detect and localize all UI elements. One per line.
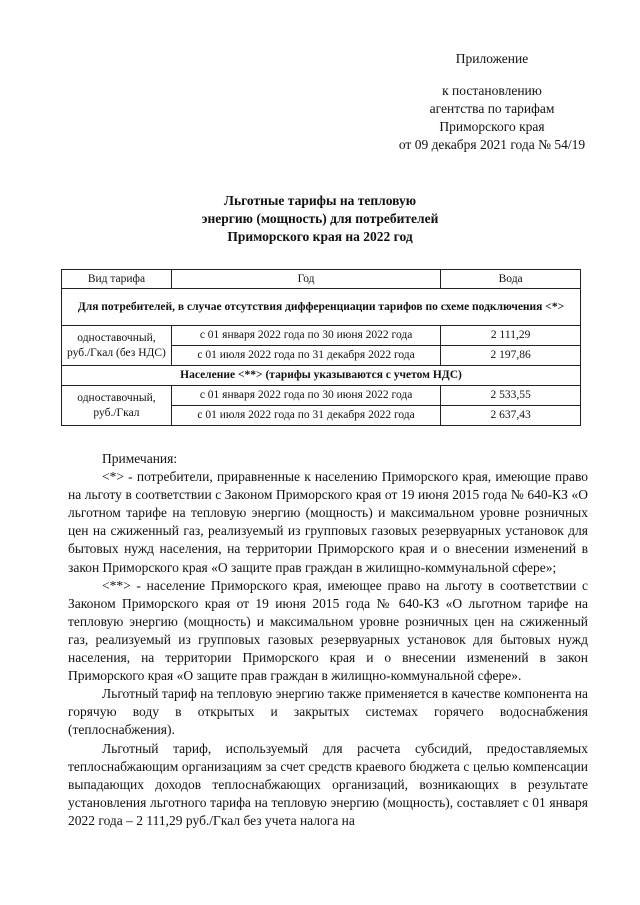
notes-heading: Примечания:: [102, 451, 178, 466]
note-single-asterisk: <*> - потребители, приравненные к населению Приморского края, имеющие право на льготу в соответствии с Законом Приморского края от 19 июня 2015 года № 640-КЗ «О льготном тарифе на тепловую энергию (мощность) и максимальном уровне розничных цен на сжиженный газ, реализуемый из групповых газовых резервуарных установок для бытовых нужд населения, на территории Приморского края и о внесении изменений в закон Приморского края «О защите прав граждан в жилищно-коммунальной сфере»;: [68, 469, 588, 575]
period-cell: с 01 июля 2022 года по 31 декабря 2022 года: [171, 346, 440, 366]
paragraph-subsidy: Льготный тариф, используемый для расчета субсидий, предоставляемых теплоснабжающим организациям за счет средств краевого бюджета с целью компенсации выпадающих доходов теплоснабжающих организаций, возникающих в результате установления льготного тарифа на тепловую энергию (мощность), составляет с 01 января 2022 года – 2 111,29 руб./Гкал без учета налога на: [68, 740, 588, 828]
header-cell-tariff-type: Вид тарифа: [62, 270, 172, 289]
note-double-asterisk: <**> - население Приморского края, имеющее право на льготу в соответствии с Законом Приморского края от 19 июня 2015 года № 640-КЗ «О льготном тарифе на тепловую энергию (мощность) и максимальном уровне розничных цен на сжиженный газ, реализуемый из групповых газовых резервуарных установок для бытовых нужд населения, на территории Приморского края и о внесении изменений в закон Приморского края «О защите прав граждан в жилищно-коммунальной сфере».: [68, 577, 588, 684]
group-header-consumers: Для потребителей, в случае отсутствия дифференциации тарифов по схеме подключения <*>: [62, 289, 581, 326]
title-line: Приморского края на 2022 год: [227, 229, 413, 244]
table-row: [62, 386, 581, 406]
appendix-title: Приложение: [455, 51, 529, 66]
paragraph-hot-water: Льготный тариф на тепловую энергию также применяется в качестве компонента на горячую воду в открытых и закрытых системах горячего водоснабжения (теплоснабжения).: [68, 686, 588, 738]
period-cell: с 01 января 2022 года по 30 июня 2022 года: [171, 326, 440, 346]
appendix-line: к постановлению: [442, 83, 542, 98]
group-header-population: Население <**> (тарифы указываются с учетом НДС): [62, 366, 581, 386]
tariff-kind-cell: одноставочный, руб./Гкал (без НДС): [62, 326, 172, 366]
appendix-date-number: от 09 декабря 2021 года № 54/19: [398, 137, 586, 152]
value-cell: 2 637,43: [441, 406, 581, 426]
period-cell: с 01 июля 2022 года по 31 декабря 2022 года: [171, 406, 440, 426]
tariff-table: [61, 269, 581, 426]
header-cell-year: Год: [171, 270, 440, 289]
value-cell: 2 197,86: [441, 346, 581, 366]
notes-section: [68, 450, 588, 830]
title-line: энергию (мощность) для потребителей: [201, 211, 439, 226]
period-cell: с 01 января 2022 года по 30 июня 2022 года: [171, 386, 440, 406]
document-title: [150, 192, 490, 246]
title-line: Льготные тарифы на тепловую: [223, 193, 417, 208]
group-row: [62, 289, 581, 326]
appendix-line: агентства по тарифам: [429, 101, 555, 116]
header-cell-water: Вода: [441, 270, 581, 289]
appendix-line: Приморского края: [439, 119, 545, 134]
value-cell: 2 533,55: [441, 386, 581, 406]
appendix-header: [372, 50, 612, 154]
group-row: [62, 366, 581, 386]
table-row: [62, 326, 581, 346]
table-header-row: [62, 270, 581, 289]
tariff-kind-cell: одноставочный, руб./Гкал: [62, 386, 172, 426]
value-cell: 2 111,29: [441, 326, 581, 346]
